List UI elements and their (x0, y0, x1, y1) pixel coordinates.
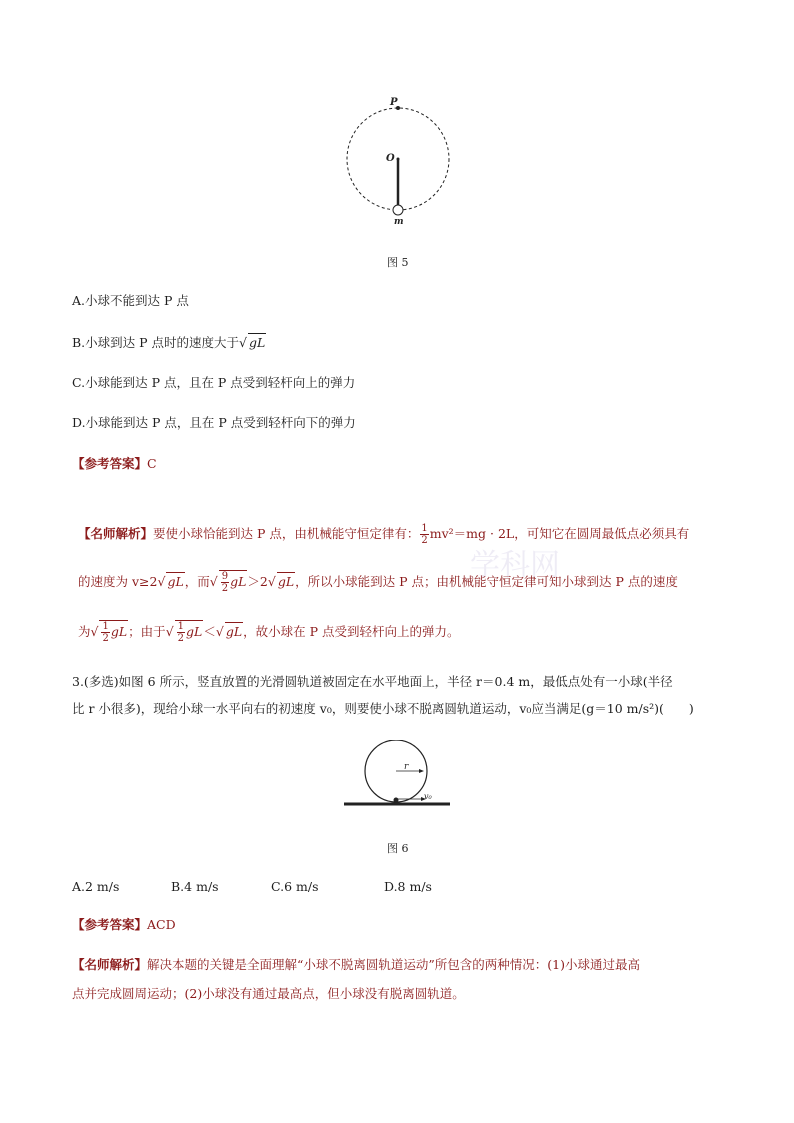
sqrt-gl: gL (225, 624, 243, 639)
analysis-text: ，而 (184, 574, 210, 589)
fraction-half: $\frac{1}{2}$ (421, 523, 428, 546)
analysis-text: ＞2 (247, 574, 268, 589)
answer-label: 【参考答案】 (72, 917, 148, 932)
label-v0: v₀ (424, 792, 432, 801)
q3-option-d: D.8 m/s (384, 879, 432, 894)
answer-label: 【参考答案】 (72, 456, 148, 471)
label-o: O (386, 153, 395, 164)
q2-answer (72, 455, 157, 473)
q2-option-b: B.小球到达 P 点时的速度大于√ gL (72, 335, 266, 350)
q3-analysis-line-1 (72, 956, 640, 974)
q3-option-c: C.6 m/s (271, 879, 319, 894)
sqrt-gl: gL (249, 335, 266, 350)
q3-stem-line-1: 3.(多选)如图 6 所示，竖直放置的光滑圆轨道被固定在水平地面上，半径 r＝0.4 m，最低点处有一小球(半径 (72, 674, 673, 689)
sqrt-half-gl: $\frac{1}{2}$ gL (175, 620, 204, 644)
q2-analysis-line-2: 的速度为 v≥2√ gL，而√ $\frac{9}{2}$ gL＞2√ gL，所以小球能到达 P 点；由机械能守恒定律可知小球到达 P 点的速度 (78, 571, 678, 594)
q2-option-d: D.小球能到达 P 点，且在 P 点受到轻杆向下的弹力 (72, 415, 356, 430)
label-p: P (390, 97, 398, 108)
q3-stem-line-2: 比 r 小很多)，现给小球一水平向右的初速度 v₀，则要使小球不脱离圆轨道运动，v₀应当满足(g＝10 m/s²)( ) (72, 701, 694, 716)
analysis-text: ；由于 (128, 624, 166, 639)
watermark: 学科网 (470, 548, 560, 583)
label-r: r (404, 762, 409, 772)
analysis-label: 【名师解析】 (78, 526, 154, 541)
analysis-text: 为 (78, 624, 91, 639)
answer-value: C (147, 456, 157, 471)
analysis-text: 解决本题的关键是全面理解“小球不脱离圆轨道运动”所包含的两种情况：(1)小球通过最高 (147, 957, 641, 972)
analysis-text: ，所以小球能到达 P 点；由机械能守恒定律可知小球到达 P 点的速度 (295, 574, 678, 589)
q2-option-c: C.小球能到达 P 点，且在 P 点受到轻杆向上的弹力 (72, 375, 356, 390)
sqrt-gl: gL (277, 574, 295, 589)
figure-5 (330, 95, 460, 235)
figure-6 (340, 740, 455, 815)
label-m: m (394, 217, 404, 227)
q2-analysis-line-1 (78, 523, 689, 546)
answer-value: ACD (147, 917, 176, 932)
analysis-label: 【名师解析】 (72, 957, 148, 972)
q2-analysis-line-3: 为√ $\frac{1}{2}$ gL；由于√ $\frac{1}{2}$ gL＜√ gL，故小球在 P 点受到轻杆向上的弹力。 (78, 621, 460, 644)
q3-option-a: A.2 m/s (72, 879, 120, 894)
q2-option-b-text: B.小球到达 P 点时的速度大于 (72, 335, 240, 350)
analysis-text: 的速度为 v≥2 (78, 574, 158, 589)
sqrt-half-gl: $\frac{1}{2}$ gL (99, 620, 128, 644)
analysis-text: ＜ (203, 624, 216, 639)
figure-5-caption: 图 5 (387, 256, 409, 269)
analysis-text: mv²＝mg · 2L，可知它在圆周最低点必须具有 (429, 526, 690, 541)
q3-answer (72, 916, 176, 934)
q3-analysis-line-2: 点并完成圆周运动；(2)小球没有通过最高点，但小球没有脱离圆轨道。 (72, 986, 465, 1001)
figure-6-caption: 图 6 (387, 842, 409, 855)
sqrt-gl: gL (167, 574, 184, 589)
q2-option-a: A.小球不能到达 P 点 (72, 293, 189, 308)
analysis-text: ，故小球在 P 点受到轻杆向上的弹力。 (243, 624, 460, 639)
analysis-text: 要使小球恰能到达 P 点，由机械能守恒定律有： (153, 526, 420, 541)
sqrt-nine-half-gl: $\frac{9}{2}$ gL (219, 570, 248, 594)
q3-option-b: B.4 m/s (171, 879, 219, 894)
